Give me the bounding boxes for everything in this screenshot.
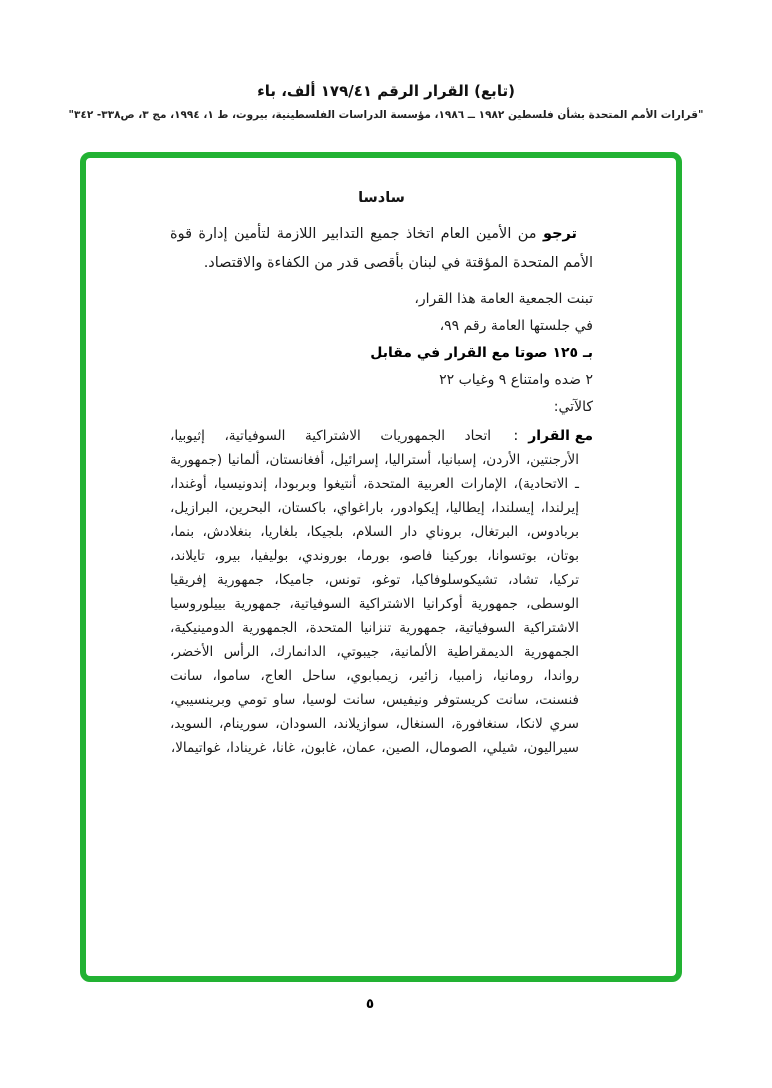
vote-tally-bold: بـ ١٢٥ صوتا مع القرار في مقابل [370, 345, 593, 361]
source-citation: "قرارات الأمم المتحدة بشأن فلسطين ١٩٨٢ ــ ١٩٨٦، مؤسسة الدراسات الفلسطينية، بيروت، ط ١، ١٩٩٤، مج ٣، ص٣٣٨- ٣٤٢" [68, 109, 704, 121]
operative-paragraph [170, 220, 593, 278]
vote-for-label [513, 424, 593, 448]
vote-for-label-text: مع القرار [528, 428, 593, 444]
adoption-line-1: تبنت الجمعية العامة هذا القرار، [414, 291, 593, 307]
green-highlight-box [80, 152, 682, 982]
countries-for-list: اتحاد الجمهوريات الاشتراكية السوفياتية، إثيوبيا، الأرجنتين، الأردن، إسبانيا، أستراليا، إسرائيل، أفغانستان، ألمانيا (جمهورية ـ الاتحادية)، الإمارات العربية المتحدة، أنتيغوا وبربودا، إندونيسيا، أوغندا، إيرلندا، إيسلندا، إيطاليا، إيكوادور، باراغواي، باكستان، البحرين، البرازيل، بربادوس، البرتغال، بروناي دار السلام، بلجيكا، بلغاريا، بنغلادش، بنما، بوتان، بوتسوانا، بوركينا فاصو، بورما، بوروندي، بوليفيا، بيرو، تايلاند، تركيا، تشاد، تشيكوسلوفاكيا، توغو، تونس، جاميكا، جمهورية إفريقيا الوسطى، جمهورية أوكرانيا الاشتراكية السوفياتية، جمهورية بييلوروسيا الاشتراكية السوفياتية، جمهورية تنزانيا المتحدة، الجمهورية الدومينيكية، الجمهورية الديمقراطية الألمانية، جيبوتي، الدانمارك، الرأس الأخضر، رواندا، رومانيا، زامبيا، زائير، زيمبابوي، ساحل العاج، ساموا، سانت فنسنت، سانت كريستوفر ونيفيس، سانت لوسيا، ساو تومي وبرينسيبي، سري لانكا، سنغافورة، السنغال، سوازيلاند، السودان، سورينام، السويد، سيراليون، شيلي، الصومال، الصين، عمان، غابون، غانا، غرينادا، غواتيمالا، [170, 428, 579, 756]
operative-text: من الأمين العام اتخاذ جميع التدابير اللازمة لتأمين إدارة قوة الأمم المتحدة المؤقتة في لبنان بأقصى قدر من الكفاءة والاقتصاد. [170, 226, 593, 271]
adoption-line-2: في جلستها العامة رقم ٩٩، [439, 318, 593, 334]
operative-lead-word: ترجو [542, 226, 577, 242]
vote-for-row [170, 424, 593, 760]
vote-tally-detail: ٢ ضده وامتناع ٩ وغياب ٢٢ [439, 372, 593, 388]
section-heading: سادسا [358, 190, 405, 206]
as-follows-line: كالآتي: [553, 399, 593, 415]
document-title: (تابع) القرار الرقم ١٧٩/٤١ ألف، باء [257, 82, 515, 100]
page-number: ٥ [365, 996, 375, 1012]
vote-label-colon: : [513, 428, 519, 444]
